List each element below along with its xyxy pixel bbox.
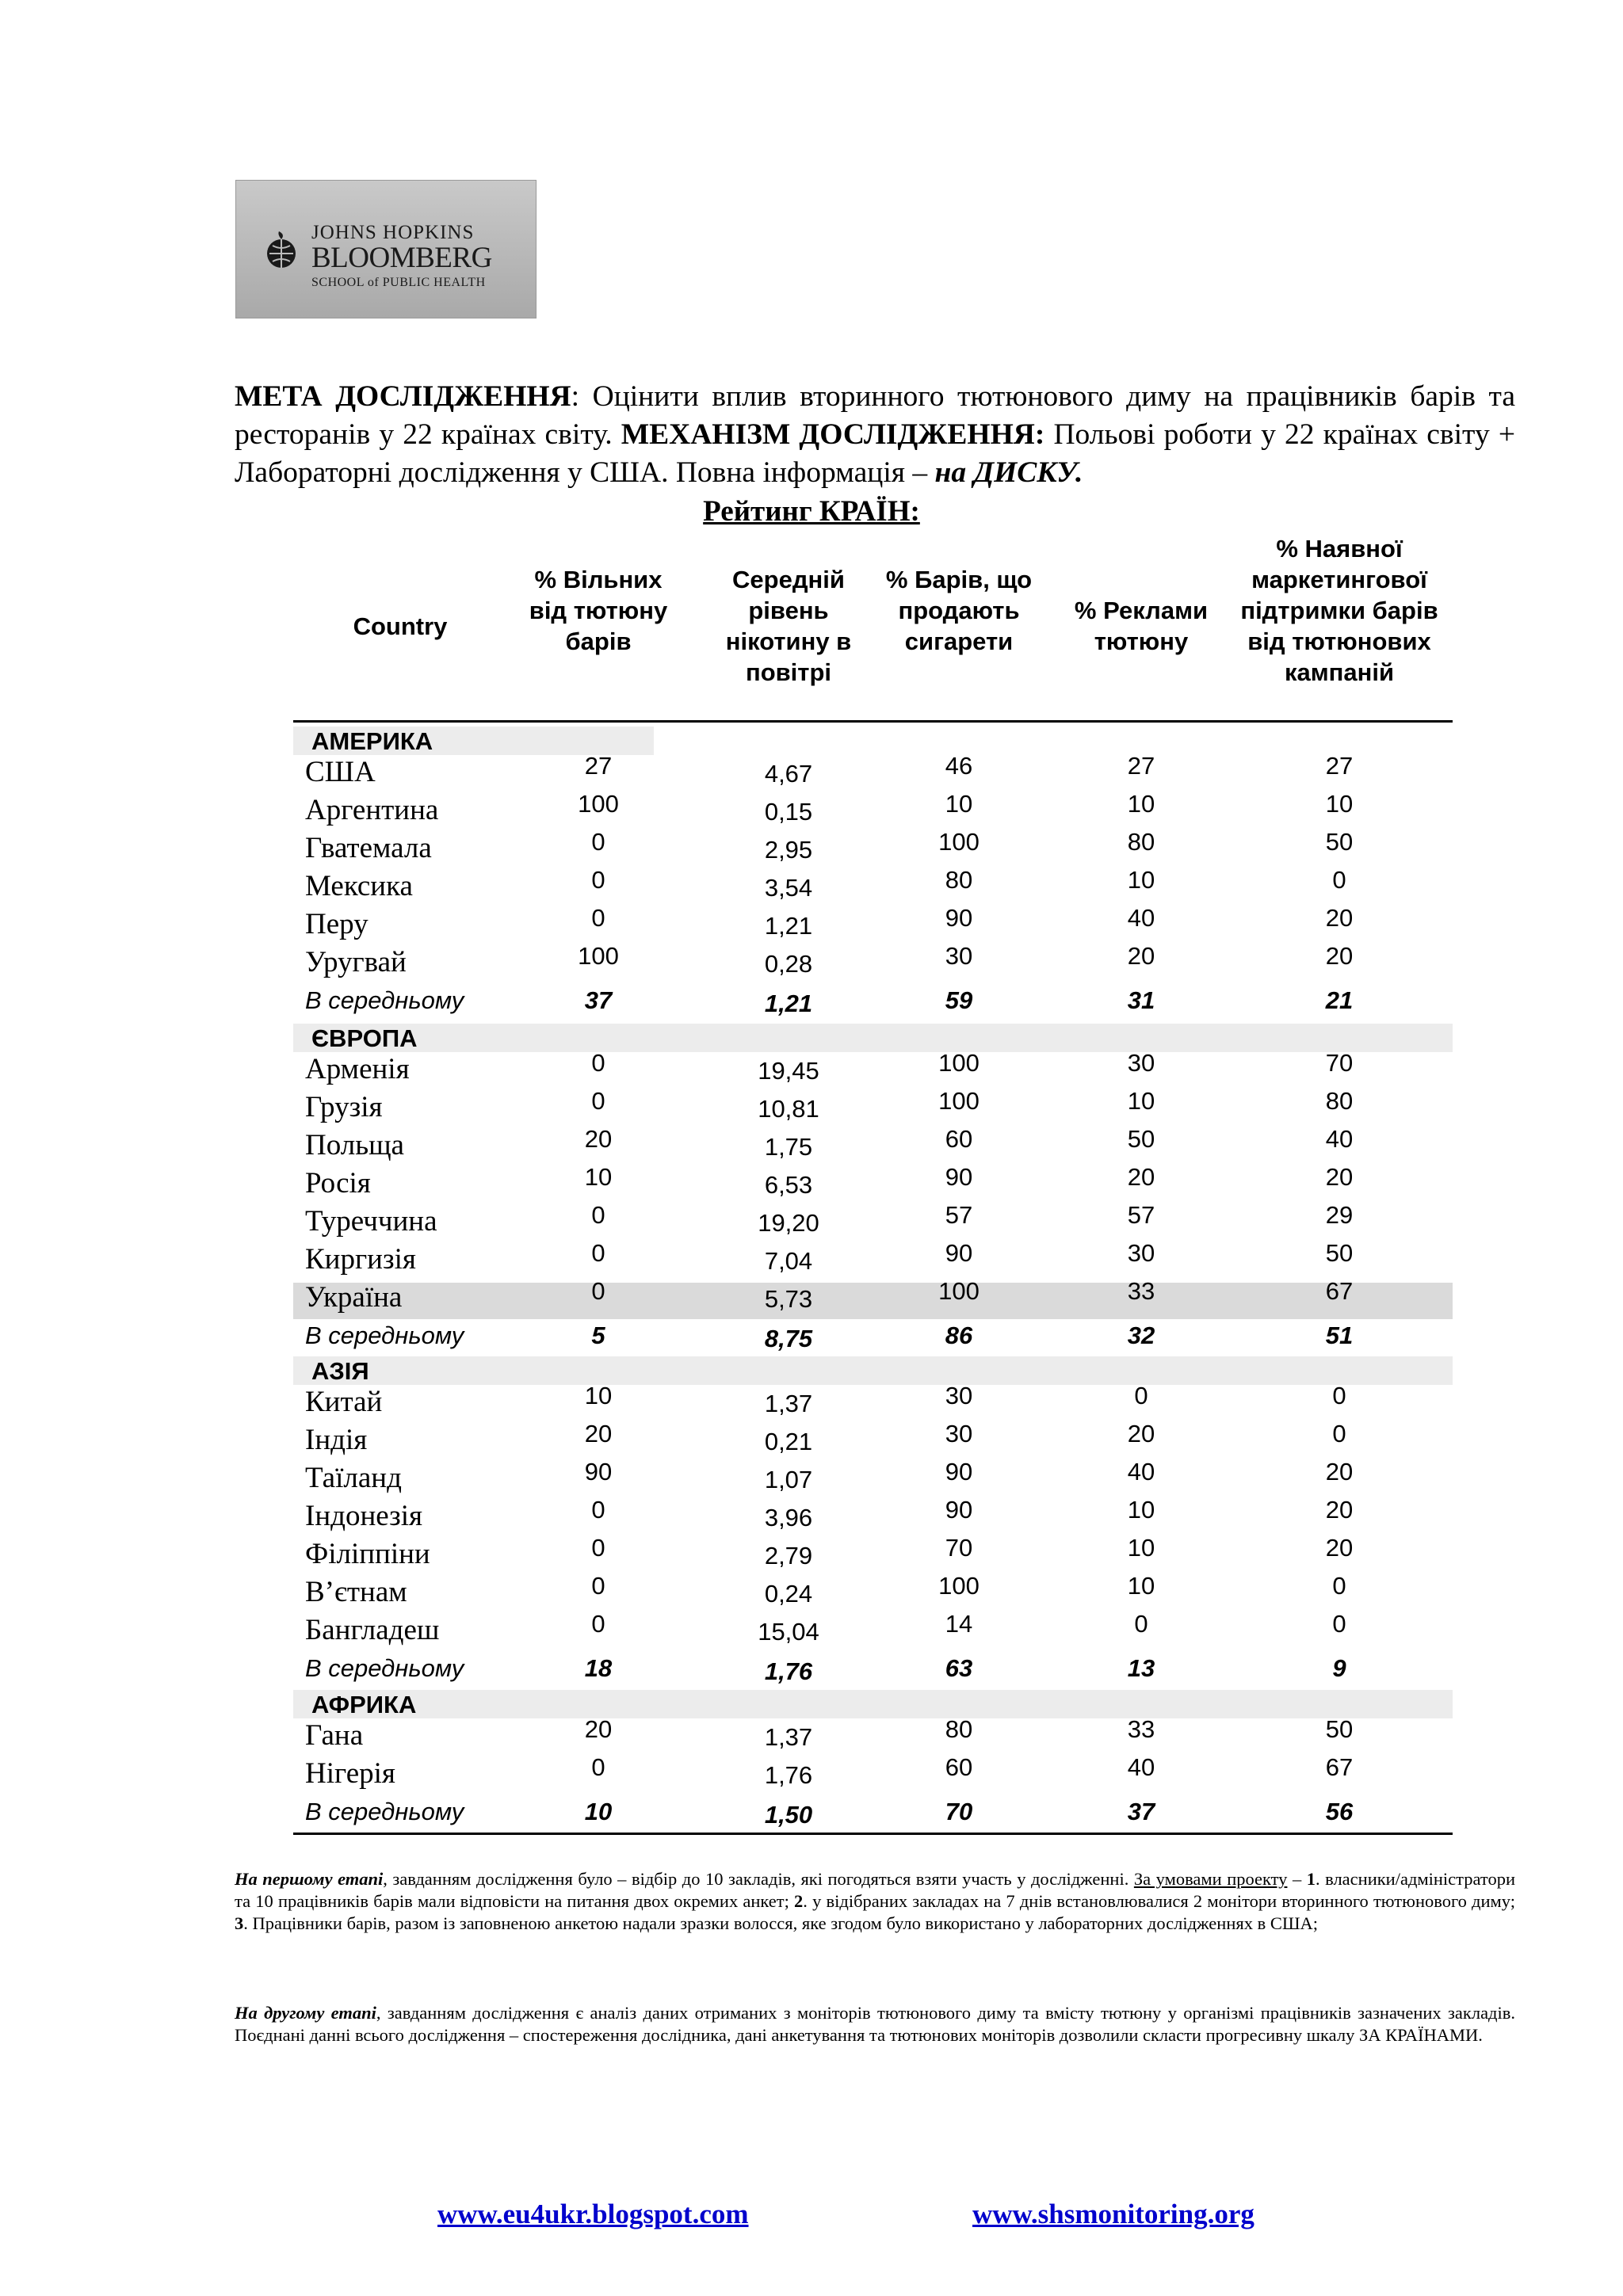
- country-name: В’єтнам: [305, 1576, 407, 1608]
- table-row: [0, 1125, 1623, 1165]
- country-name: Індонезія: [305, 1500, 423, 1532]
- table-cell: 80: [945, 866, 973, 894]
- country-name: Бангладеш: [305, 1614, 440, 1646]
- table-cell: 0: [591, 1239, 605, 1267]
- average-row: [0, 1794, 1623, 1831]
- table-cell: 90: [945, 904, 973, 932]
- table-cell: 29: [1325, 1201, 1354, 1229]
- table-cell: 1,76: [764, 1761, 813, 1789]
- table-cell: 31: [1127, 986, 1155, 1014]
- table-cell: 0: [591, 1572, 605, 1600]
- header-marketing-support: % Наявної маркетингової підтримки барів від тютюнових кампаній: [1240, 535, 1438, 686]
- table-cell: 27: [584, 752, 613, 780]
- table-cell: 33: [1127, 1277, 1155, 1305]
- table-row: [0, 752, 1623, 791]
- table-cell: 0,28: [764, 950, 813, 978]
- country-name: Туреччина: [305, 1205, 437, 1238]
- table-cell: 20: [584, 1420, 613, 1447]
- note-1-text-a: , завданням дослідження було – відбір до 10 закладів, які погодяться взяти участь у дослідженні.: [383, 1869, 1134, 1889]
- table-cell: 8,75: [764, 1325, 813, 1352]
- country-name: Таїланд: [305, 1462, 402, 1494]
- table-row: [0, 866, 1623, 906]
- note-1-label: На першому етапі: [235, 1869, 384, 1889]
- table-cell: 56: [1325, 1798, 1354, 1825]
- note-2-label: На другому етапі: [235, 2003, 376, 2023]
- table-cell: 30: [945, 942, 973, 970]
- table-row: [0, 1163, 1623, 1203]
- table-cell: 0: [591, 866, 605, 894]
- table-cell: 32: [1127, 1322, 1155, 1349]
- region-header: АФРИКА: [293, 1690, 1453, 1718]
- table-cell: 10: [584, 1382, 613, 1409]
- table-cell: 37: [584, 986, 613, 1014]
- region-header: ЄВРОПА: [293, 1024, 1453, 1052]
- table-cell: 1,76: [764, 1657, 813, 1685]
- header-cigarette-sales: % Барів, що продають сигарети: [885, 566, 1033, 655]
- table-row: [0, 1572, 1623, 1611]
- table-cell: 90: [945, 1496, 973, 1524]
- table-cell: 0,21: [764, 1428, 813, 1455]
- average-label: В середньому: [305, 1654, 464, 1682]
- table-cell: 50: [1325, 1715, 1354, 1743]
- logo-line-2: BLOOMBERG: [311, 242, 492, 274]
- table-cell: 59: [945, 986, 973, 1014]
- table-cell: 40: [1127, 904, 1155, 932]
- table-cell: 100: [938, 1049, 980, 1077]
- average-row: [0, 1318, 1623, 1355]
- table-cell: 90: [945, 1458, 973, 1486]
- note-1-text-b: –: [1287, 1869, 1307, 1889]
- country-name: Філіппіни: [305, 1538, 430, 1570]
- table-cell: 0: [591, 1049, 605, 1077]
- table-cell: 0: [1332, 1420, 1346, 1447]
- table-cell: 33: [1127, 1715, 1155, 1743]
- table-cell: 20: [1127, 1163, 1155, 1191]
- table-cell: 13: [1127, 1654, 1155, 1682]
- country-name: Арменія: [305, 1053, 410, 1085]
- table-row: [0, 1382, 1623, 1421]
- table-cell: 0: [591, 1087, 605, 1115]
- table-cell: 30: [945, 1420, 973, 1447]
- table-cell: 20: [584, 1715, 613, 1743]
- table-cell: 0: [1134, 1610, 1148, 1638]
- table-cell: 9: [1332, 1654, 1346, 1682]
- table-cell: 1,37: [764, 1390, 813, 1417]
- table-cell: 27: [1325, 752, 1354, 780]
- table-cell: 40: [1127, 1753, 1155, 1781]
- country-name: Нігерія: [305, 1757, 395, 1790]
- country-name: Грузія: [305, 1091, 383, 1123]
- table-cell: 60: [945, 1753, 973, 1781]
- country-name: Україна: [305, 1281, 403, 1314]
- logo-line-3: SCHOOL of PUBLIC HEALTH: [311, 276, 486, 289]
- table-cell: 1,75: [764, 1133, 813, 1161]
- table-cell: 100: [938, 1572, 980, 1600]
- table-cell: 20: [1325, 1163, 1354, 1191]
- country-name: США: [305, 756, 376, 788]
- table-cell: 7,04: [764, 1247, 813, 1275]
- table-cell: 19,20: [758, 1209, 819, 1237]
- country-name: Перу: [305, 908, 369, 940]
- country-name: Уругвай: [305, 946, 407, 978]
- table-row: [0, 1420, 1623, 1459]
- table-cell: 3,96: [764, 1504, 813, 1531]
- table-cell: 5,73: [764, 1285, 813, 1313]
- table-cell: 70: [945, 1534, 973, 1562]
- average-row: [0, 983, 1623, 1020]
- intro-paragraph: [235, 378, 1515, 492]
- note-2-text: , завданням дослідження є аналіз даних отриманих з моніторів тютюнового диму та вмісту тютюну у організмі працівників зазначених закладів. Поєднані данні всього дослідження – спостереження дослідника, дані анкетування та тютюнових моніторів дозволили скласти прогресивну шкалу ЗА КРАЇНАМИ.: [235, 2003, 1516, 2045]
- average-label: В середньому: [305, 986, 464, 1014]
- table-cell: 90: [584, 1458, 613, 1486]
- table-row: [0, 904, 1623, 944]
- table-cell: 1,07: [764, 1466, 813, 1493]
- table-cell: 10: [945, 790, 973, 818]
- table-cell: 0: [591, 828, 605, 856]
- table-cell: 100: [938, 828, 980, 856]
- table-cell: 21: [1325, 986, 1354, 1014]
- table-row: [0, 1753, 1623, 1793]
- table-cell: 0: [1332, 866, 1346, 894]
- average-row: [0, 1651, 1623, 1688]
- table-cell: 30: [1127, 1239, 1155, 1267]
- table-cell: 0: [591, 1534, 605, 1562]
- table-cell: 100: [578, 790, 619, 818]
- table-cell: 0,24: [764, 1580, 813, 1608]
- table-cell: 40: [1325, 1125, 1354, 1153]
- country-name: Польща: [305, 1129, 404, 1161]
- table-cell: 0: [1332, 1382, 1346, 1409]
- table-cell: 67: [1325, 1277, 1354, 1305]
- table-cell: 0: [1332, 1610, 1346, 1638]
- note-1-text-d: . у відібраних закладах на 7 днів встановлювалися 2 монітори вторинного тютюнового диму;: [803, 1891, 1515, 1911]
- table-cell: 0: [591, 1277, 605, 1305]
- table-cell: 20: [584, 1125, 613, 1153]
- header-smoke-free: % Вільних від тютюну барів: [529, 566, 668, 655]
- jhu-bloomberg-logo: [235, 180, 537, 318]
- table-cell: 0: [1134, 1382, 1148, 1409]
- table-cell: 60: [945, 1125, 973, 1153]
- note-1-text-e: . Працівники барів, разом із заповненою анкетою надали зразки волосся, яке згодом було використано у лабораторних дослідженнях в США;: [243, 1913, 1319, 1933]
- table-row: [0, 942, 1623, 982]
- table-cell: 90: [945, 1239, 973, 1267]
- country-name: Киргизія: [305, 1243, 416, 1276]
- table-cell: 20: [1325, 942, 1354, 970]
- table-cell: 1,21: [764, 990, 813, 1017]
- note-1-terms: За умовами проекту: [1133, 1869, 1288, 1889]
- table-cell: 30: [1127, 1049, 1155, 1077]
- table-cell: 40: [1127, 1458, 1155, 1486]
- region-header: АМЕРИКА: [293, 727, 654, 755]
- table-cell: 2,79: [764, 1542, 813, 1569]
- table-cell: 50: [1325, 1239, 1354, 1267]
- table-cell: 50: [1127, 1125, 1155, 1153]
- table-cell: 20: [1127, 1420, 1155, 1447]
- table-cell: 20: [1325, 1458, 1354, 1486]
- table-cell: 57: [1127, 1201, 1155, 1229]
- table-cell: 63: [945, 1654, 973, 1682]
- average-label: В середньому: [305, 1798, 464, 1825]
- country-name: Гана: [305, 1719, 364, 1752]
- note-stage-2: [235, 2002, 1515, 2046]
- table-cell: 51: [1325, 1322, 1354, 1349]
- table-cell: 57: [945, 1201, 973, 1229]
- table-cell: 0: [1332, 1572, 1346, 1600]
- table-cell: 0: [591, 904, 605, 932]
- table-row: [0, 1610, 1623, 1650]
- table-cell: 1,21: [764, 912, 813, 940]
- mechanism-text: Польові роботи у 22 країнах світу + Лабораторні дослідження у США. Повна інформація –: [235, 418, 1515, 489]
- average-label: В середньому: [305, 1322, 464, 1349]
- logo-line-1: JOHNS HOPKINS: [311, 222, 475, 243]
- table-row: [0, 1049, 1623, 1089]
- table-cell: 100: [938, 1277, 980, 1305]
- table-cell: 10: [1127, 790, 1155, 818]
- table-cell: 15,04: [758, 1618, 819, 1646]
- header-rule: [293, 720, 1453, 723]
- table-cell: 10: [584, 1163, 613, 1191]
- table-cell: 100: [578, 942, 619, 970]
- note-1-item-1: 1: [1306, 1869, 1316, 1889]
- table-row: [0, 1087, 1623, 1127]
- table-row: [0, 1277, 1623, 1317]
- table-cell: 20: [1325, 1496, 1354, 1524]
- table-cell: 67: [1325, 1753, 1354, 1781]
- table-cell: 2,95: [764, 836, 813, 864]
- table-row: [0, 1534, 1623, 1573]
- mechanism-label: МЕХАНІЗМ ДОСЛІДЖЕННЯ:: [621, 418, 1045, 451]
- link-shsmonitoring[interactable]: www.shsmonitoring.org: [972, 2199, 1254, 2229]
- table-row: [0, 1239, 1623, 1279]
- table-cell: 90: [945, 1163, 973, 1191]
- table-cell: 80: [945, 1715, 973, 1743]
- table-cell: 27: [1127, 752, 1155, 780]
- table-cell: 80: [1325, 1087, 1354, 1115]
- table-cell: 37: [1127, 1798, 1155, 1825]
- country-name: Аргентина: [305, 794, 439, 826]
- table-cell: 100: [938, 1087, 980, 1115]
- country-name: Китай: [305, 1386, 383, 1418]
- header-advertising: % Реклами тютюну: [1074, 597, 1209, 655]
- table-row: [0, 1458, 1623, 1497]
- table-cell: 10: [1127, 866, 1155, 894]
- table-cell: 0: [591, 1753, 605, 1781]
- header-nicotine: Середній рівень нікотину в повітрі: [725, 566, 852, 686]
- country-name: Росія: [305, 1167, 371, 1199]
- table-cell: 70: [945, 1798, 973, 1825]
- table-cell: 10: [1127, 1496, 1155, 1524]
- table-row: [0, 1496, 1623, 1535]
- table-cell: 50: [1325, 828, 1354, 856]
- table-cell: 4,67: [764, 760, 813, 788]
- table-cell: 10: [584, 1798, 613, 1825]
- note-1-item-2: 2: [794, 1891, 804, 1911]
- table-row: [0, 790, 1623, 830]
- table-cell: 70: [1325, 1049, 1354, 1077]
- goal-label: МЕТА ДОСЛІДЖЕННЯ: [235, 380, 571, 413]
- table-cell: 6,53: [764, 1171, 813, 1199]
- table-cell: 46: [945, 752, 973, 780]
- table-cell: 14: [945, 1610, 973, 1638]
- table-cell: 0,15: [764, 798, 813, 826]
- table-cell: 20: [1325, 904, 1354, 932]
- table-cell: 1,37: [764, 1723, 813, 1751]
- table-cell: 0: [591, 1201, 605, 1229]
- disk-text: на ДИСКУ.: [934, 456, 1083, 489]
- table-cell: 5: [591, 1322, 605, 1349]
- country-name: Гватемала: [305, 832, 432, 864]
- table-row: [0, 1715, 1623, 1755]
- country-name: Індія: [305, 1424, 368, 1456]
- table-cell: 10: [1127, 1087, 1155, 1115]
- table-cell: 20: [1325, 1534, 1354, 1562]
- note-1-item-3: 3: [235, 1913, 244, 1933]
- table-cell: 80: [1127, 828, 1155, 856]
- header-country: Country: [353, 612, 448, 640]
- table-cell: 30: [945, 1382, 973, 1409]
- table-cell: 19,45: [758, 1057, 819, 1085]
- country-name: Мексика: [305, 870, 413, 902]
- table-cell: 10: [1127, 1572, 1155, 1600]
- table-row: [0, 828, 1623, 868]
- table-cell: 1,50: [764, 1801, 813, 1829]
- table-cell: 20: [1127, 942, 1155, 970]
- table-cell: 10: [1127, 1534, 1155, 1562]
- region-header: АЗІЯ: [293, 1356, 1453, 1385]
- table-title: Рейтинг КРАЇН:: [703, 495, 920, 528]
- table-cell: 10,81: [758, 1095, 819, 1123]
- table-cell: 10: [1325, 790, 1354, 818]
- table-row: [0, 1201, 1623, 1241]
- note-stage-1: [235, 1868, 1515, 1935]
- note-1-text-c: . власники/адміністратори та 10 працівників барів мали відповісти на питання двох окремих анкет;: [235, 1869, 1516, 1911]
- table-bottom-rule: [293, 1833, 1453, 1835]
- table-cell: 18: [584, 1654, 613, 1682]
- link-eu4ukr[interactable]: www.eu4ukr.blogspot.com: [437, 2199, 749, 2229]
- table-cell: 86: [945, 1322, 973, 1349]
- table-cell: 3,54: [764, 874, 813, 902]
- table-cell: 0: [591, 1496, 605, 1524]
- goal-text: : Оцінити вплив вторинного тютюнового диму на працівників барів та ресторанів у 22 країнах світу.: [235, 380, 1515, 451]
- table-cell: 0: [591, 1610, 605, 1638]
- seal-icon: [262, 230, 301, 269]
